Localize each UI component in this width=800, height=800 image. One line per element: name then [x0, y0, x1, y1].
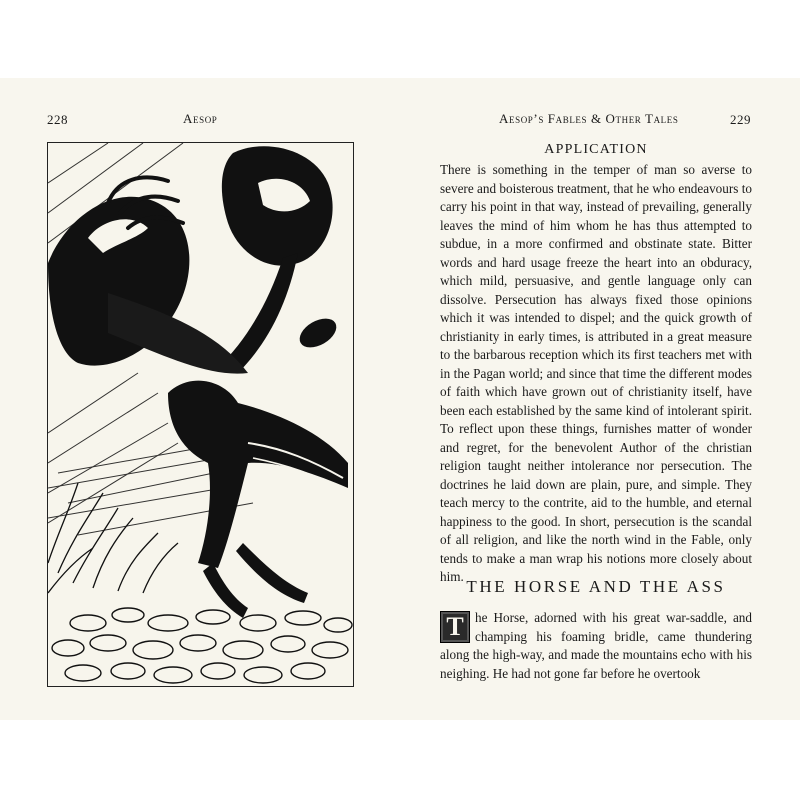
application-heading: APPLICATION	[544, 142, 648, 157]
left-running-head: Aesop	[183, 111, 218, 126]
left-page-number: 228	[47, 112, 68, 127]
application-paragraph: There is something in the temper of man so averse to severe and boisterous treatment, that he who endeavours to carry his point in that way, instead of prevailing, generally leaves the mind of him whom he has thus attempted to subdue, in a more confirmed and obstinate state. Bitter words and hard usage freeze the heart into an obduracy, which mild, persuasive, and gentle language only can dissolve. Persecution has always fixed those opinions which it was intended to dispel; and the quick growth of christianity in early times, is attributed in a great measure to the barbarous reception which its first teachers met with in the Pagan world; and since that time the different modes of faith which have grown out of christianity itself, have been each established by the same kind of intolerant spirit. To reflect upon these things, furnishes matter of wonder and regret, for the benevolent Author of the christian religion taught neither intolerance nor persecution. The doctrines he laid down are plain, pure, and simple. They teach mercy to the contrite, aid to the humble, and eternal happiness to the good. In short, persecution is the scandal of all religion, and like the north wind in the Fable, only tends to make a man wrap his notions more closely about him.	[440, 162, 752, 584]
north-wind-traveller-drawing	[48, 143, 353, 686]
engraving-illustration	[47, 142, 354, 687]
right-running-head: Aesop’s Fables & Other Tales	[499, 111, 679, 126]
right-page-number: 229	[730, 112, 751, 127]
fable-title: THE HORSE AND THE ASS	[466, 577, 726, 596]
drop-cap: T	[440, 611, 470, 643]
fable-paragraph	[440, 609, 752, 683]
fable-text: he Horse, adorned with his great war-saddle, and champing his foaming bridle, came thundering along the high-way, and made the mountains echo with his neighing. He had not gone far before he overtook	[440, 610, 752, 681]
